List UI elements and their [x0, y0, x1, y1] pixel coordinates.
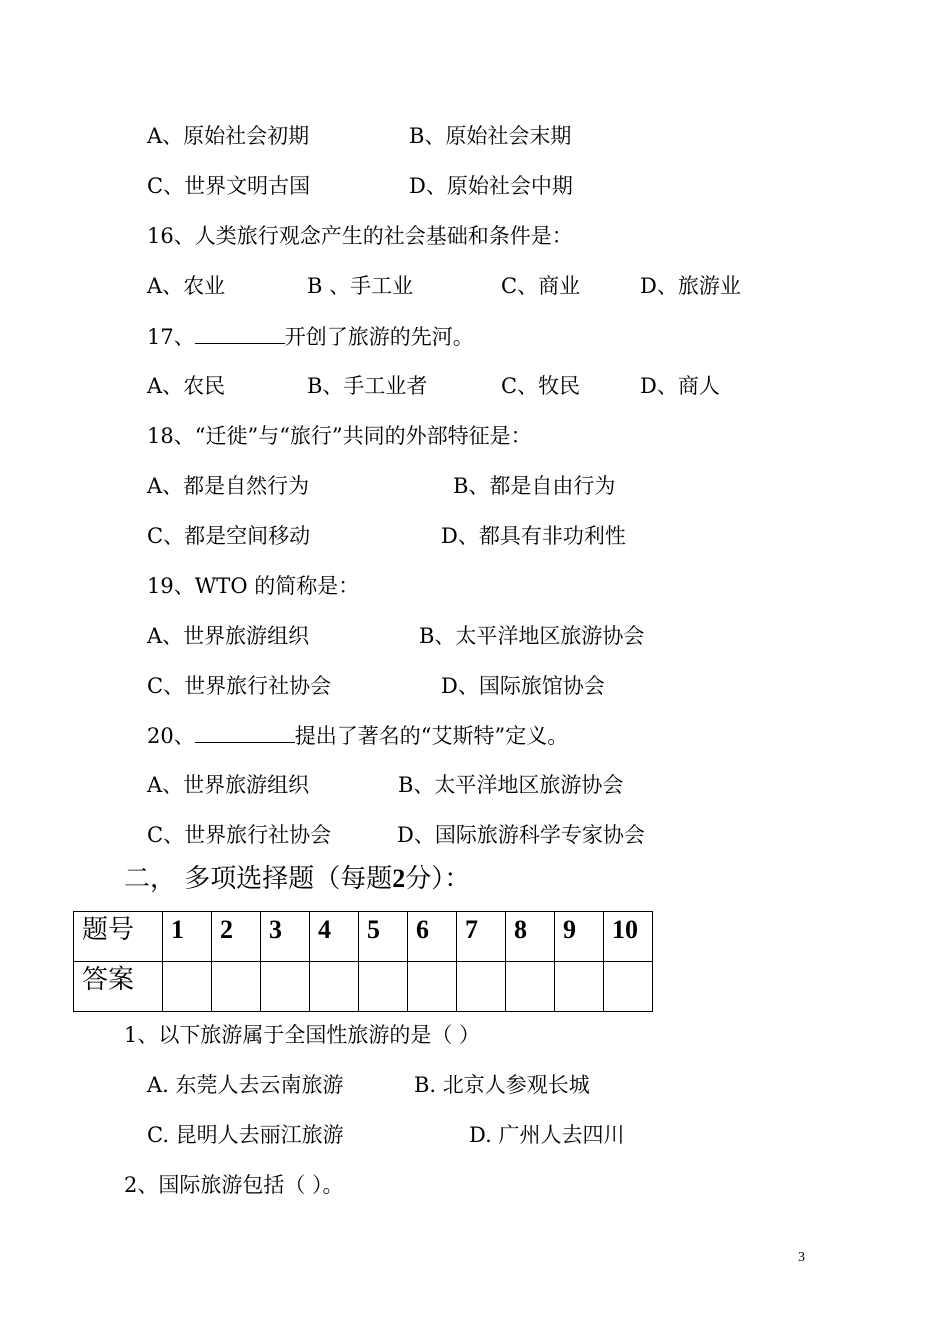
section-heading [124, 862, 470, 896]
question-number: 20、 [147, 724, 195, 748]
option-b: B、原始社会末期 [409, 124, 572, 148]
option-d: D、旅游业 [640, 274, 741, 298]
page-number: 3 [798, 1250, 805, 1265]
option-a: A、世界旅游组织 [147, 624, 310, 648]
option-b: B、太平洋地区旅游协会 [398, 773, 624, 797]
table-number-cell: 6 [408, 912, 457, 962]
option-c: C、牧民 [501, 374, 581, 398]
option-d: D、商人 [640, 374, 720, 398]
mq2-question: 2、国际旅游包括（ ）。 [124, 1173, 344, 1197]
option-a: A、原始社会初期 [147, 124, 310, 148]
table-number-cell: 1 [163, 912, 212, 962]
table-number-cell: 4 [310, 912, 359, 962]
option-a: A、农业 [147, 274, 226, 298]
option-line [409, 121, 571, 151]
question-number: 17、 [147, 325, 195, 349]
option-d: D、原始社会中期 [409, 174, 573, 198]
answer-cell[interactable] [555, 962, 604, 1012]
table-row [74, 962, 653, 1012]
section-heading-points: 2 [392, 864, 406, 893]
option-b: B、手工业者 [307, 374, 428, 398]
option-c: C、都是空间移动 [147, 524, 311, 548]
option-b: B、都是自由行为 [453, 474, 616, 498]
answer-blank [195, 321, 285, 344]
question-20 [147, 720, 568, 751]
answer-table [73, 911, 653, 1012]
option-line [147, 171, 310, 201]
answer-cell[interactable] [359, 962, 408, 1012]
table-number-cell: 10 [604, 912, 653, 962]
option-d: D、国际旅馆协会 [441, 674, 605, 698]
question-18: 18、“迁徙”与“旅行”共同的外部特征是： [147, 424, 532, 448]
section-heading-suffix: 分）： [405, 864, 471, 894]
table-number-cell: 3 [261, 912, 310, 962]
answer-cell[interactable] [604, 962, 653, 1012]
table-number-cell: 9 [555, 912, 604, 962]
section-heading-prefix: 二， 多项选择题（每题 [124, 864, 393, 894]
option-a: A、世界旅游组织 [147, 773, 310, 797]
option-c: C、世界旅行社协会 [147, 674, 332, 698]
question-text: 16、人类旅行观念产生的社会基础和条件是： [147, 224, 573, 248]
option-d: D、国际旅游科学专家协会 [397, 823, 645, 847]
answer-cell[interactable] [408, 962, 457, 1012]
option-b: B 、手工业 [307, 274, 414, 298]
table-header-cell: 答案 [74, 962, 163, 1012]
mq1-question: 1、以下旅游属于全国性旅游的是（ ） [124, 1023, 481, 1047]
answer-cell[interactable] [163, 962, 212, 1012]
option-a: A、农民 [147, 374, 226, 398]
answer-cell[interactable] [310, 962, 359, 1012]
table-number-cell: 2 [212, 912, 261, 962]
option-b: B. 北京人参观长城 [414, 1073, 590, 1097]
option-b: B、太平洋地区旅游协会 [419, 624, 645, 648]
option-c: C、世界文明古国 [147, 174, 311, 198]
question-text: 开创了旅游的先河。 [284, 325, 474, 349]
option-a: A、都是自然行为 [147, 474, 310, 498]
option-c: C、世界旅行社协会 [147, 823, 332, 847]
option-d: D、都具有非功利性 [441, 524, 626, 548]
answer-cell[interactable] [457, 962, 506, 1012]
question-19: 19、WTO 的简称是： [147, 574, 360, 598]
option-d: D. 广州人去四川 [469, 1123, 625, 1147]
answer-blank [195, 720, 295, 743]
question-text: 提出了著名的“艾斯特”定义。 [294, 724, 569, 748]
option-c: C. 昆明人去丽江旅游 [147, 1123, 344, 1147]
option-line [147, 121, 309, 151]
table-number-cell: 8 [506, 912, 555, 962]
answer-cell[interactable] [506, 962, 555, 1012]
option-a: A. 东莞人去云南旅游 [147, 1073, 344, 1097]
table-number-cell: 7 [457, 912, 506, 962]
question-17 [147, 321, 474, 352]
table-number-cell: 5 [359, 912, 408, 962]
option-c: C、商业 [501, 274, 581, 298]
answer-cell[interactable] [212, 962, 261, 1012]
question-16 [147, 221, 573, 251]
answer-cell[interactable] [261, 962, 310, 1012]
option-line [409, 171, 573, 201]
table-row [74, 912, 653, 962]
table-header-cell: 题号 [74, 912, 163, 962]
